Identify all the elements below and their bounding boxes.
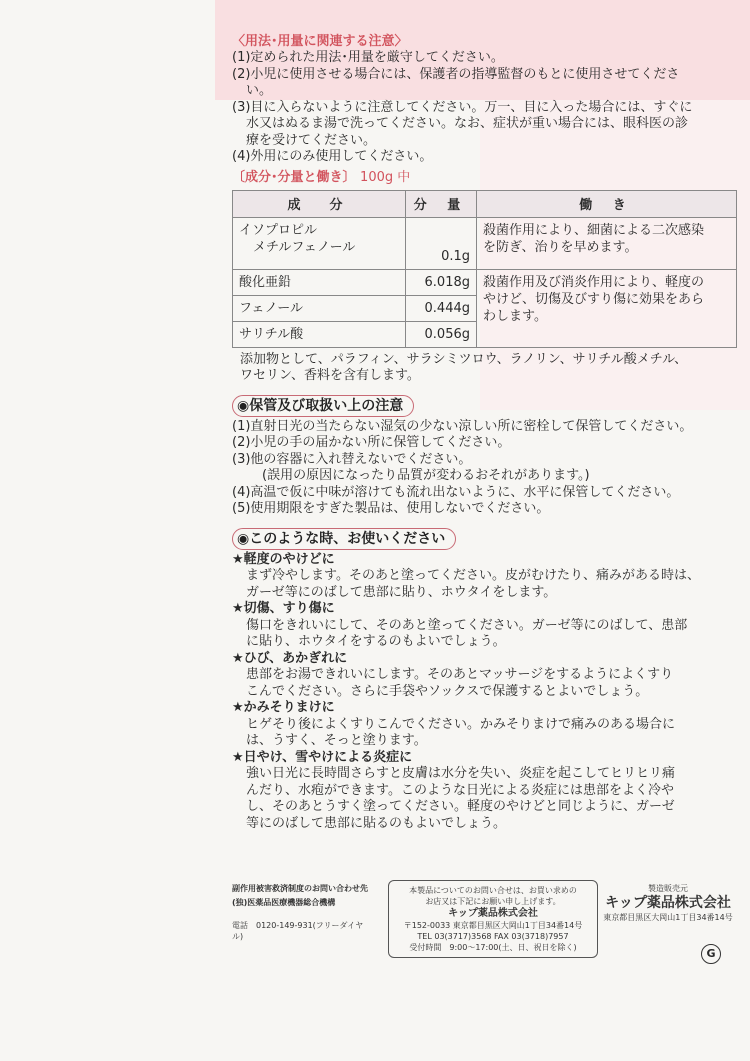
relief-line: 副作用被害救済制度のお問い合わせ先 [232, 884, 368, 893]
ingredient-amount: 0.056g [406, 321, 477, 347]
usage-note-line: い。 [246, 83, 273, 98]
effect-line: 殺菌作用及び消炎作用により、軽度の [483, 274, 705, 290]
storage-line: (4)高温で仮に中味が溶けても流れ出ないように、水平に保管してください。 [232, 484, 680, 500]
ingredients-title [232, 170, 732, 186]
use-line: は、うすく、そっと塗ります。 [246, 733, 427, 748]
ingredients-title-text: 〔成分･分量と働き〕 [232, 169, 356, 185]
use-line: に貼り、ホウタイをするのもよいでしょう。 [246, 634, 506, 649]
use-heading: ★軽度のやけどに [232, 551, 335, 567]
usage-notes-section [232, 34, 732, 166]
usage-note-line: 療を受けてください。 [246, 132, 377, 148]
use-line: 患部をお湯できれいにします。そのあとマッサージをするようによくすり [246, 667, 674, 682]
ingredient-effect [477, 269, 737, 347]
use-heading: ★かみそりまけに [232, 700, 335, 715]
effect-line: 殺菌作用により、細菌による二次感染 [483, 222, 705, 238]
ingredient-effect [477, 217, 737, 269]
table-row [233, 269, 737, 295]
use-line: ヒゲそり後によくすりこんでください。かみそりまけで痛みのある場合に [246, 716, 676, 732]
ingredient-name-line: イソプロピル [239, 222, 318, 238]
relief-contact [232, 883, 372, 942]
use-heading: ★日やけ、雪やけによる炎症に [232, 749, 413, 765]
storage-line: (3)他の容器に入れ替えないでください。 [232, 451, 472, 467]
use-sunburn [232, 750, 732, 833]
use-chap [232, 651, 732, 701]
use-line: 強い日光に長時間さらすと皮膚は水分を失い、炎症を起こしてヒリヒリ痛 [246, 766, 676, 781]
maker-address: 東京都目黒区大岡山1丁目34番14号 [603, 913, 733, 922]
manufacturer [598, 883, 738, 923]
ingredient-name: サリチル酸 [233, 321, 406, 347]
use-line: こんでください。さらに手袋やソックスで保護するとよいでしょう。 [246, 683, 649, 699]
ingredient-name: 酸化亜鉛 [233, 269, 406, 295]
usage-note-line: (2)小児に使用させる場合には、保護者の指導監督のもとに使用させてくださ [232, 66, 680, 82]
storage-line: (2)小児の手の届かない所に保管してください。 [232, 435, 511, 450]
maker-company: キップ薬品株式会社 [605, 895, 731, 911]
usage-note-line: (1)定められた用法･用量を厳守してください。 [232, 50, 504, 65]
additives-line: ワセリン、香料を含有します。 [240, 368, 420, 383]
column-header-effect: 働 き [477, 190, 737, 217]
use-cut [232, 601, 732, 651]
inquiry-line: お店又は下記にお願い申し上げます。 [425, 897, 561, 906]
table-row [233, 217, 737, 269]
use-line: 傷口をきれいにして、そのあと塗ってください。ガーゼ等にのばして、患部 [246, 617, 688, 633]
usage-note-line: 水又はぬるま湯で洗ってください。なお、症状が重い場合には、眼科医の診 [246, 116, 689, 131]
ingredient-name: フェノール [233, 295, 406, 321]
inquiry-hours: 受付時間 9:00～17:00(土、日、祝日を除く) [409, 943, 577, 952]
ingredient-amount: 6.018g [406, 269, 477, 295]
usage-note-line: (4)外用にのみ使用してください。 [232, 149, 433, 164]
use-burn [232, 552, 732, 602]
effect-line: を防ぎ、治りを早めます。 [483, 239, 638, 255]
storage-line: (5)使用期限をすぎた製品は、使用しないでください。 [232, 501, 550, 516]
uses-title: ◉このような時、お使いください [232, 528, 456, 550]
leaflet-page [232, 34, 732, 832]
table-header-row [233, 190, 737, 217]
ingredients-table [232, 190, 737, 348]
use-line: 等にのばして患部に貼るのもよいでしょう。 [246, 815, 507, 831]
relief-phone: 電話 0120-149-931(フリーダイヤル) [232, 921, 364, 941]
use-line: し、そのあとうすく塗ってください。軽度のやけどと同じように、ガーゼ [246, 799, 675, 814]
ingredient-amount: 0.444g [406, 295, 477, 321]
g-mark-icon: G [701, 944, 721, 964]
use-line: ガーゼ等にのばして患部に貼り、ホウタイをします。 [246, 584, 557, 600]
uses-section [232, 518, 732, 833]
relief-line: (独)医薬品医療機器総合機構 [232, 898, 336, 907]
storage-title: ◉保管及び取扱い上の注意 [232, 395, 414, 417]
additives-line: 添加物として、パラフィン、サラシミツロウ、ラノリン、サリチル酸メチル、 [240, 351, 688, 367]
inquiry-line: 本製品についてのお問い合せは、お買い求めの [409, 886, 577, 895]
usage-notes-title: 〈用法･用量に関連する注意〉 [232, 34, 408, 49]
inquiry-address: 〒152-0033 東京都目黒区大岡山1丁目34番14号 [403, 921, 583, 930]
ingredient-name-line: メチルフェノール [253, 239, 356, 255]
use-heading: ★ひび、あかぎれに [232, 650, 348, 666]
ingredient-amount: 0.1g [406, 217, 477, 269]
storage-section [232, 385, 732, 518]
column-header-amount: 分 量 [406, 190, 477, 217]
ingredients-section [232, 170, 732, 385]
column-header-name: 成 分 [233, 190, 406, 217]
use-line: まず冷やします。そのあと塗ってください。皮がむけたり、痛みがある時は、 [246, 568, 700, 583]
use-heading: ★切傷、すり傷に [232, 601, 335, 616]
inquiry-company: キップ薬品株式会社 [448, 908, 538, 919]
inquiry-box [388, 880, 598, 958]
inquiry-phone: TEL 03(3717)3568 FAX 03(3718)7957 [417, 932, 569, 941]
use-razor [232, 700, 732, 750]
effect-line: わします。 [483, 308, 547, 324]
maker-label: 製造販売元 [648, 884, 688, 893]
ingredient-name [233, 217, 406, 269]
effect-line: やけど、切傷及びすり傷に効果をあら [483, 291, 705, 307]
storage-line: (1)直射日光の当たらない湿気の少ない涼しい所に密栓して保管してください。 [232, 418, 693, 434]
ingredients-unit: 100g 中 [360, 169, 411, 185]
use-line: んだり、水疱ができます。このような日光による炎症には患部をよく冷や [246, 782, 674, 798]
storage-line: (誤用の原因になったり品質が変わるおそれがあります。) [262, 468, 590, 483]
usage-note-line: (3)目に入らないように注意してください。万一、目に入った場合には、すぐに [232, 99, 693, 115]
additives-text [232, 352, 732, 385]
